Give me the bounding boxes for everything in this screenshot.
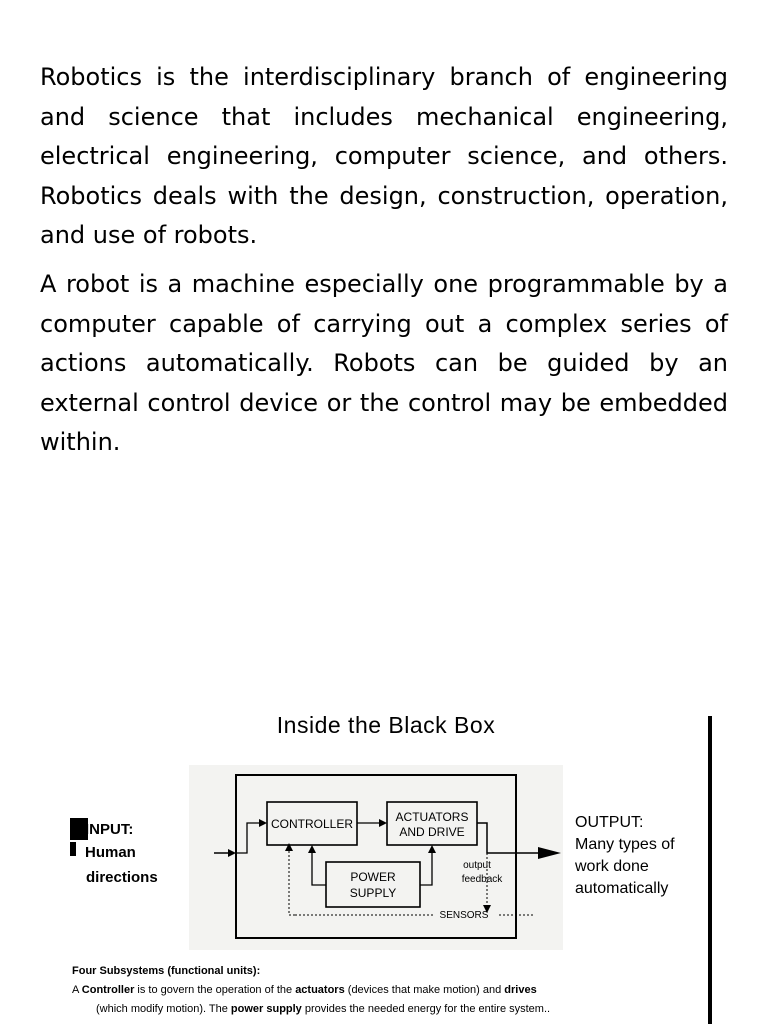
output-heading: OUTPUT: [575, 814, 644, 831]
output-feedback-label-1: output [463, 860, 491, 871]
output-feedback-label-2: feedback [461, 874, 503, 885]
input-line-1: Human [85, 844, 136, 861]
figure-title: Inside the Black Box [276, 712, 496, 738]
output-label-block [575, 812, 675, 900]
black-box-diagram [189, 765, 563, 950]
power-supply-box [326, 862, 420, 907]
output-line-3: automatically [575, 880, 669, 897]
subsystems-line-2: (which modify motion). The power supply provides the needed energy for the entire system.. [96, 1003, 551, 1015]
actuators-label-2: AND DRIVE [399, 825, 465, 839]
input-arrowhead [228, 849, 236, 857]
output-line-1: Many types of [575, 836, 675, 853]
output-line-2: work done [575, 858, 649, 875]
input-marker-small [70, 842, 76, 856]
controller-label: CONTROLLER [270, 817, 354, 831]
robot-definition-paragraph: A robot is a machine especially one programmable by a computer capable of carrying out a complex series of actions automatically. Robots can be guided by an external control device or the control may be embedded within. [40, 270, 728, 456]
subsystems-caption [72, 962, 702, 1019]
subsystems-heading: Four Subsystems (functional units): [72, 965, 261, 977]
sensors-label: SENSORS [439, 910, 489, 921]
intro-paragraph: Robotics is the interdisciplinary branch of engineering and science that includes mechanical engineering, electrical engineering, computer science, and others. Robotics deals with the design, construction, operation, and use of robots. [40, 63, 728, 249]
power-label-2: SUPPLY [349, 886, 397, 900]
input-line-2: directions [86, 869, 158, 886]
actuators-label-1: ACTUATORS [395, 810, 469, 824]
output-arrowhead [538, 847, 561, 859]
power-label-1: POWER [350, 870, 396, 884]
input-heading: INPUT: [85, 821, 134, 838]
vertical-divider [708, 716, 712, 1024]
subsystems-line-1: A Controller is to govern the operation of the actuators (devices that make motion) and drives [72, 984, 537, 996]
